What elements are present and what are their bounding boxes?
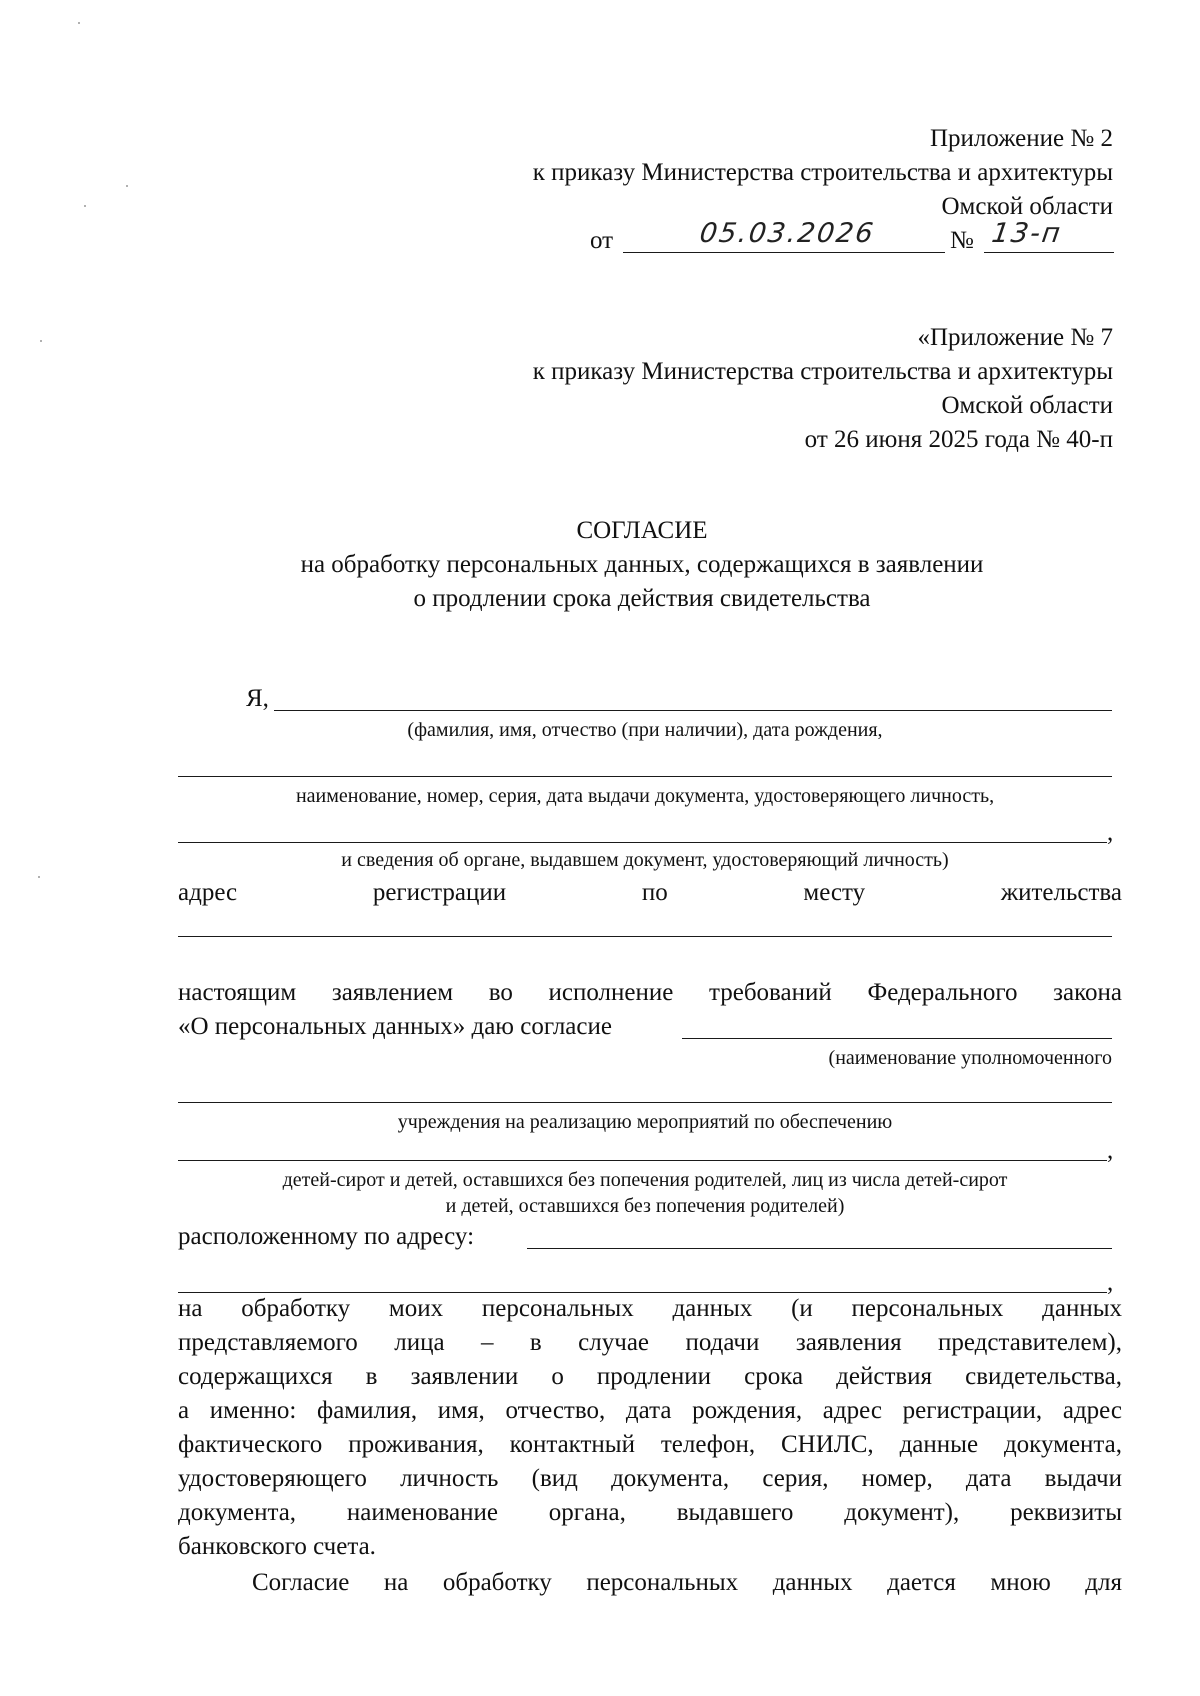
addr-word: жительства (1000, 879, 1122, 906)
document-subtitle-1: на обработку персональных данных, содержащихся в заявлении (300, 551, 984, 578)
document-heading: СОГЛАСИЕ (576, 517, 708, 544)
addr-word: регистрации (372, 879, 507, 906)
body-line: а именно: фамилия, имя, отчество, дата рождения, адрес регистрации, адрес (178, 1397, 1122, 1424)
appendix7-title: «Приложение № 7 (917, 324, 1113, 351)
hint-issuing-organ: и сведения об органе, выдавшем документ, удостоверяющий личность) (341, 849, 949, 871)
body-line: на обработку моих персональных данных (и персональных данных (178, 1295, 1122, 1322)
organ-field-line[interactable] (178, 842, 1107, 843)
comma: , (1107, 1269, 1114, 1296)
from-label: от (590, 227, 614, 254)
institution-address-field-line-2[interactable] (178, 1292, 1107, 1293)
number-label: № (950, 227, 974, 254)
appendix2-region: Омской области (941, 193, 1113, 220)
body-line: содержащихся в заявлении о продлении срока действия свидетельства, (178, 1363, 1122, 1390)
registration-address-label (178, 878, 1122, 907)
document-subtitle-2: о продлении срока действия свидетельства (413, 585, 871, 612)
comma: , (1107, 1137, 1114, 1164)
body-line: удостоверяющего личность (вид документа, серия, номер, дата выдачи (178, 1465, 1122, 1492)
appendix2-order-ref: к приказу Министерства строительства и архитектуры (532, 159, 1113, 186)
hint-institution-3: детей-сирот и детей, оставшихся без попечения родителей, лиц из числа детей-сирот (282, 1169, 1008, 1191)
hint-institution-2: учреждения на реализацию мероприятий по обеспечению (397, 1111, 893, 1133)
located-label: расположенному по адресу: (178, 1223, 475, 1250)
scan-speck (40, 340, 42, 342)
institution-field-line-3[interactable] (178, 1160, 1107, 1161)
addr-word: по (641, 879, 668, 906)
consent-line-1: настоящим заявлением во исполнение требований Федерального закона (178, 979, 1122, 1006)
body-line-last: банковского счета. (178, 1533, 376, 1560)
hint-institution-4: и детей, оставшихся без попечения родителей) (445, 1195, 845, 1217)
institution-field-line-1[interactable] (682, 1038, 1112, 1039)
appendix7-region: Омской области (941, 392, 1113, 419)
institution-field-line-2[interactable] (178, 1102, 1112, 1103)
scan-speck (38, 876, 40, 878)
scan-speck (126, 185, 128, 187)
appendix7-date: от 26 июня 2025 года № 40-п (804, 426, 1113, 453)
date-underline (623, 252, 945, 253)
ya-label: Я, (246, 685, 269, 712)
doc-field-line[interactable] (178, 776, 1112, 777)
scan-speck (84, 205, 86, 207)
consent-line-2: «О персональных данных» даю согласие (178, 1013, 612, 1040)
institution-address-field-line-1[interactable] (527, 1248, 1112, 1249)
registration-address-field-line[interactable] (178, 936, 1112, 937)
body-line: фактического проживания, контактный телефон, СНИЛС, данные документа, (178, 1431, 1122, 1458)
hint-fio: (фамилия, имя, отчество (при наличии), дата рождения, (407, 719, 883, 741)
body-paragraph-2-line-1: Согласие на обработку персональных данных дается мною для (252, 1569, 1122, 1596)
appendix7-order-ref: к приказу Министерства строительства и архитектуры (532, 358, 1113, 385)
addr-word: адрес (178, 879, 238, 906)
hint-document: наименование, номер, серия, дата выдачи документа, удостоверяющего личность, (295, 785, 995, 807)
body-line: представляемого лица – в случае подачи заявления представителем), (178, 1329, 1122, 1356)
comma: , (1107, 819, 1114, 846)
scan-speck (78, 22, 80, 24)
addr-word: месту (803, 879, 866, 906)
hint-institution-1: (наименование уполномоченного (828, 1047, 1112, 1069)
handwritten-date: 05.03.2026 (697, 218, 877, 249)
body-line: документа, наименование органа, выдавшего документ), реквизиты (178, 1499, 1122, 1526)
fio-field-line[interactable] (274, 710, 1112, 711)
handwritten-number: 13-п (989, 218, 1064, 249)
appendix2-title: Приложение № 2 (929, 125, 1113, 152)
number-underline (984, 252, 1114, 253)
